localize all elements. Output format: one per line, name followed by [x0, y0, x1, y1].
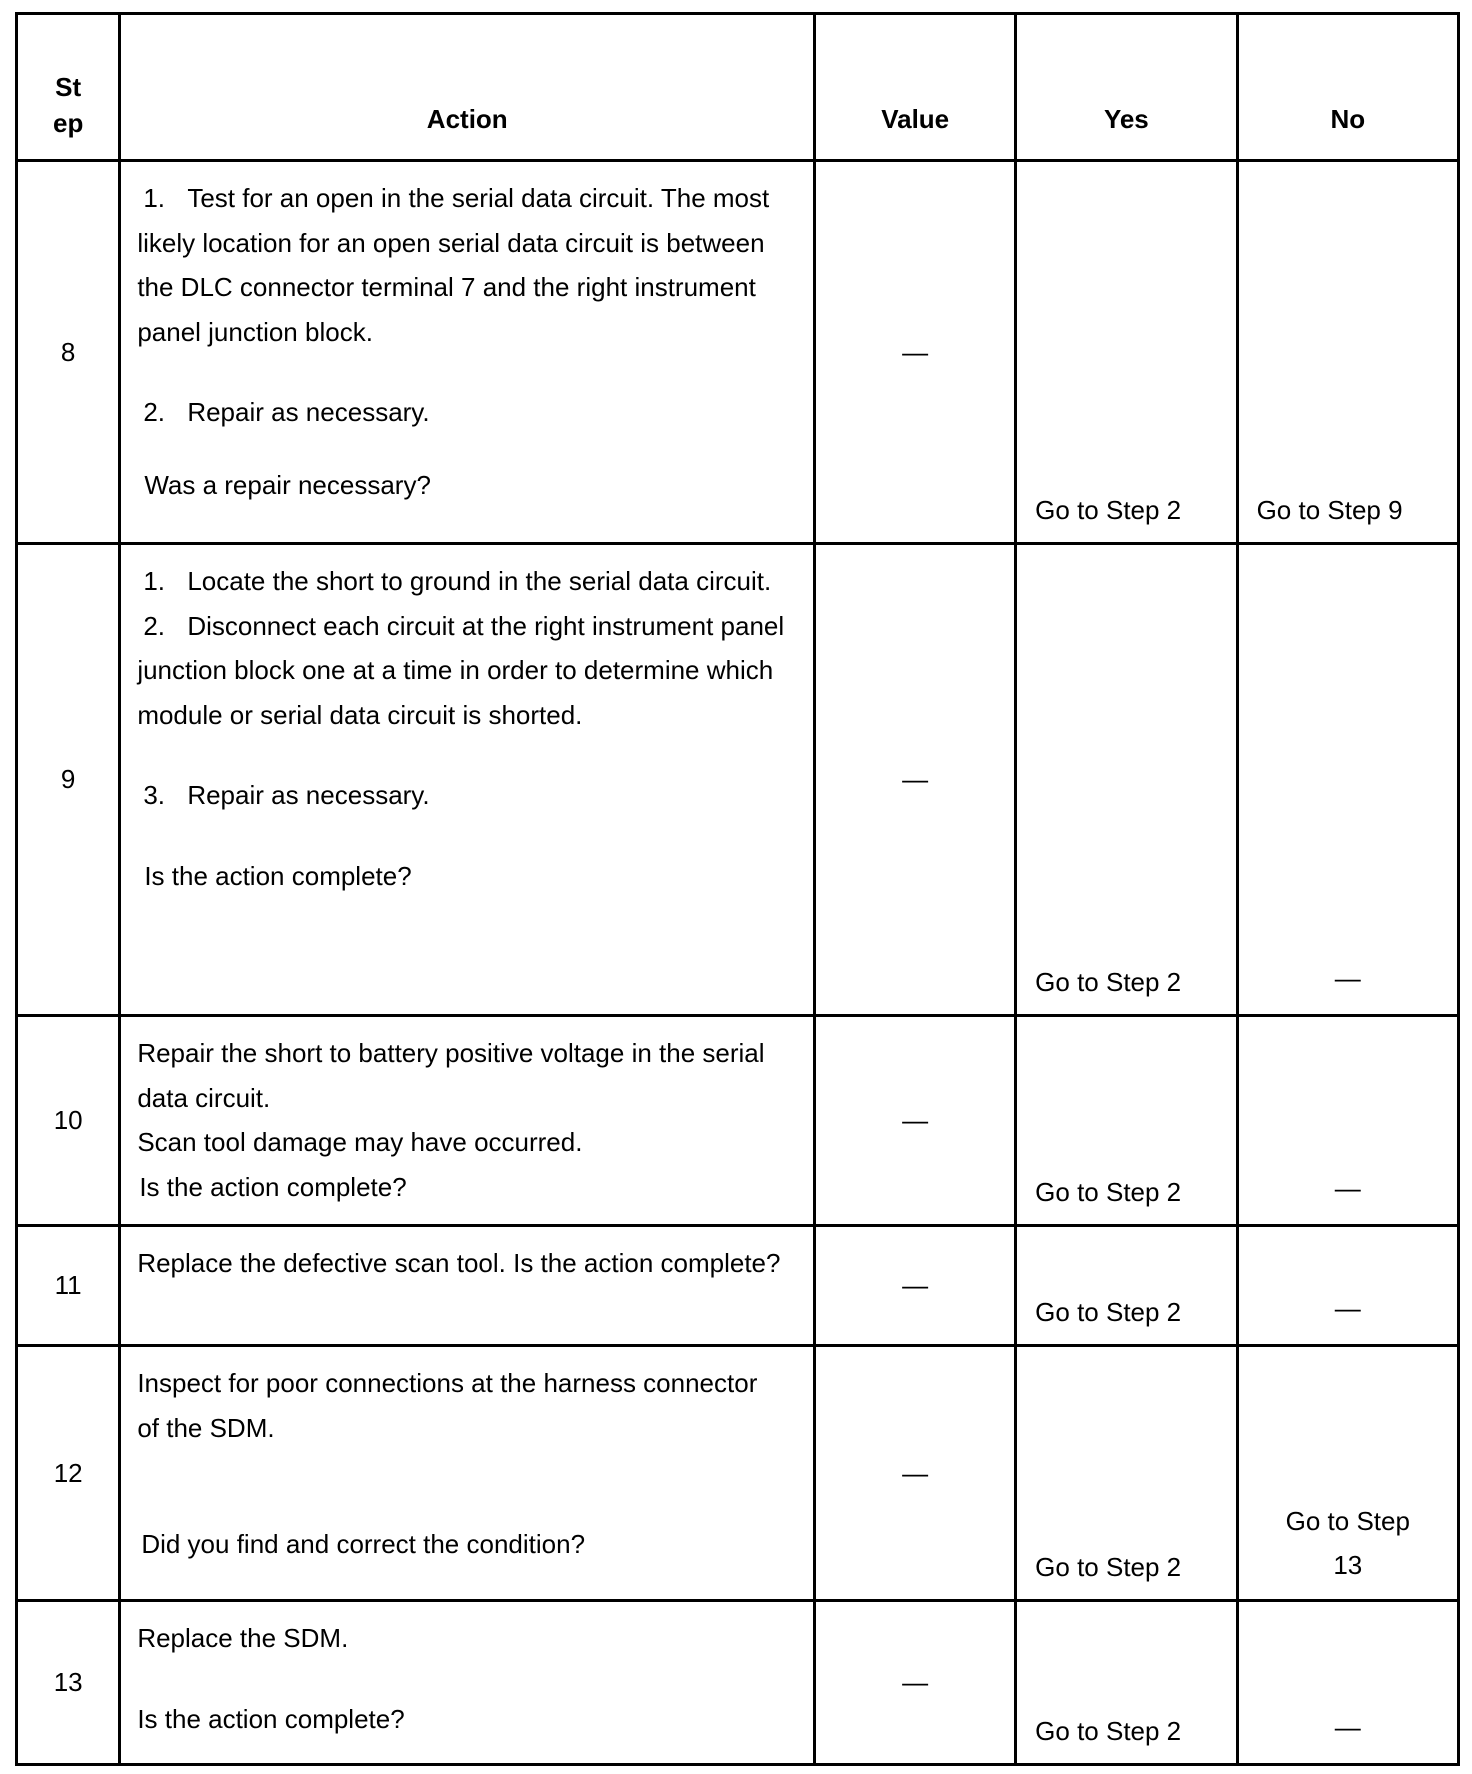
- table-row: [17, 544, 1459, 1016]
- question-text: Did you find and correct the condition?: [141, 1529, 586, 1559]
- action-cell: [120, 161, 815, 544]
- table-row: [17, 1601, 1459, 1765]
- header-action: Action: [120, 14, 815, 161]
- no-cell: Go to Step 9: [1237, 161, 1458, 544]
- no-cell: —: [1237, 1226, 1458, 1346]
- header-value: Value: [815, 14, 1016, 161]
- value-cell: —: [815, 1346, 1016, 1601]
- no-cell: —: [1237, 544, 1458, 1016]
- action-text: Replace the defective scan tool. Is the action complete?: [137, 1248, 781, 1278]
- action-cell: [120, 1226, 815, 1346]
- question-text: Is the action complete?: [137, 1703, 405, 1734]
- diagnostic-step-table: [15, 12, 1460, 1766]
- step-number: 12: [17, 1346, 120, 1601]
- header-step-line1: St: [55, 72, 82, 102]
- value-cell: —: [815, 161, 1016, 544]
- yes-cell: Go to Step 2: [1016, 544, 1237, 1016]
- yes-cell: Go to Step 2: [1016, 1226, 1237, 1346]
- action-text: Scan tool damage may have occurred.: [137, 1127, 583, 1157]
- question-text: Was a repair necessary?: [144, 469, 431, 500]
- step-number: 13: [17, 1601, 120, 1765]
- no-text-line1: Go to Step: [1285, 1506, 1410, 1536]
- yes-cell: Go to Step 2: [1016, 1016, 1237, 1226]
- action-cell: [120, 1016, 815, 1226]
- no-text-line2: 13: [1333, 1550, 1363, 1580]
- question-text: Is the action complete?: [144, 860, 412, 891]
- step-number: 10: [17, 1016, 120, 1226]
- yes-cell: Go to Step 2: [1016, 1346, 1237, 1601]
- yes-cell: Go to Step 2: [1016, 161, 1237, 544]
- value-cell: —: [815, 544, 1016, 1016]
- no-cell: —: [1237, 1601, 1458, 1765]
- list-item: 1. Test for an open in the serial data circuit. The most likely location for an open serial data circuit is between the DLC connector terminal 7 and the right instrument panel junction block.: [137, 183, 770, 347]
- list-item: 3. Repair as necessary.: [143, 780, 430, 810]
- value-cell: —: [815, 1601, 1016, 1765]
- no-cell: —: [1237, 1016, 1458, 1226]
- action-text: Repair the short to battery positive voltage in the serial data circuit.: [137, 1038, 765, 1113]
- header-yes: Yes: [1016, 14, 1237, 161]
- action-cell: [120, 544, 815, 1016]
- value-cell: —: [815, 1226, 1016, 1346]
- header-step-line2: ep: [52, 108, 84, 138]
- question-text: Is the action complete?: [139, 1171, 407, 1202]
- table-row: [17, 1226, 1459, 1346]
- list-item: 2. Repair as necessary.: [143, 397, 430, 427]
- action-cell: [120, 1346, 815, 1601]
- table-header-row: [17, 14, 1459, 161]
- table-row: [17, 161, 1459, 544]
- list-item: 1. Locate the short to ground in the serial data circuit.: [143, 566, 772, 596]
- step-number: 9: [17, 544, 120, 1016]
- action-cell: [120, 1601, 815, 1765]
- header-step: [17, 14, 120, 161]
- list-item: 2. Disconnect each circuit at the right instrument panel junction block one at a time in order to determine which module or serial data circuit is shorted.: [137, 610, 785, 730]
- header-no: No: [1237, 14, 1458, 161]
- table-row: [17, 1346, 1459, 1601]
- no-cell: [1237, 1346, 1458, 1601]
- value-cell: —: [815, 1016, 1016, 1226]
- yes-cell: Go to Step 2: [1016, 1601, 1237, 1765]
- action-text: Inspect for poor connections at the harness connector of the SDM.: [137, 1368, 758, 1443]
- step-number: 8: [17, 161, 120, 544]
- step-number: 11: [17, 1226, 120, 1346]
- action-text: Replace the SDM.: [137, 1623, 349, 1653]
- table-row: [17, 1016, 1459, 1226]
